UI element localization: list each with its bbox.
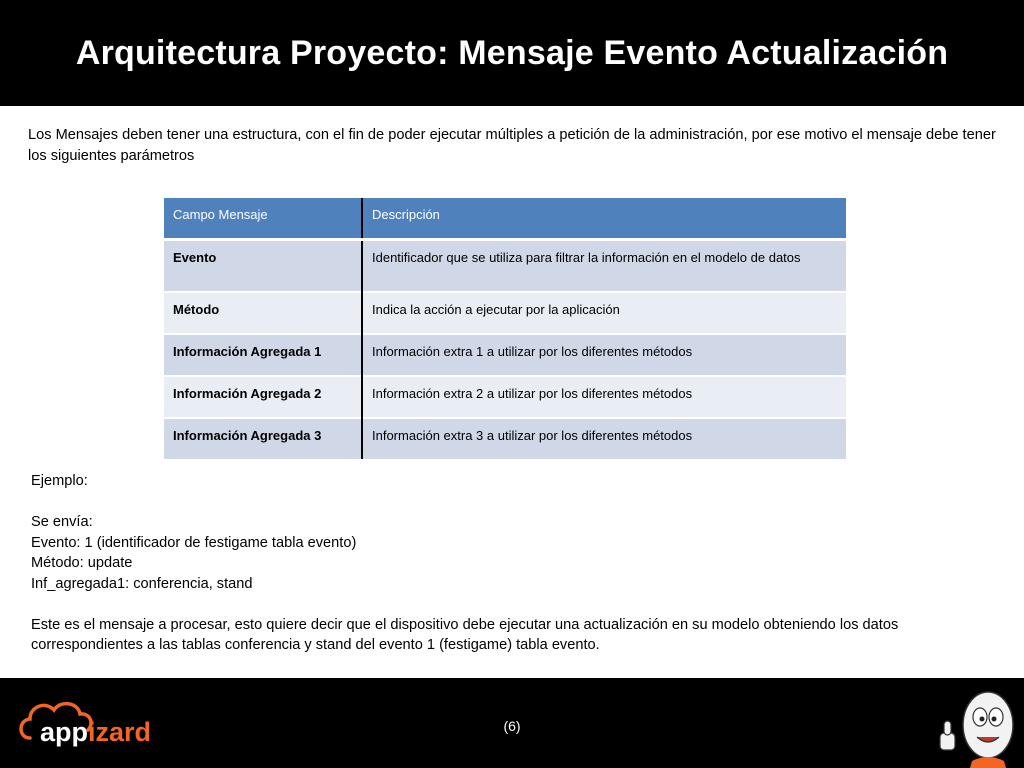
table-row (164, 376, 846, 418)
example-sent-label: Se envía: (31, 514, 93, 530)
intro-paragraph: Los Mensajes deben tener una estructura, con el fin de poder ejecutar múltiples a petición de la administración, por ese motivo el mensaje debe tener los siguientes parámetros (28, 127, 996, 164)
description-cell: Indica la acción a ejecutar por la aplicación (362, 292, 846, 334)
description-cell: Identificador que se utiliza para filtrar la información en el modelo de datos (362, 240, 846, 293)
slide-title: Arquitectura Proyecto: Mensaje Evento Actualización (75, 34, 949, 72)
field-cell: Información Agregada 3 (164, 418, 362, 459)
table-header-row (164, 198, 846, 240)
field-cell: Información Agregada 2 (164, 376, 362, 418)
example-line: Método: update (31, 555, 133, 571)
example-line: Evento: 1 (identificador de festigame tabla evento) (31, 534, 357, 551)
table-row (164, 292, 846, 334)
page-number: (6) (503, 718, 521, 734)
mascot-thumbs-up-icon (930, 685, 1024, 768)
description-cell: Información extra 3 a utilizar por los diferentes métodos (362, 418, 846, 459)
description-cell: Información extra 1 a utilizar por los diferentes métodos (362, 334, 846, 376)
column-header-field: Campo Mensaje (164, 198, 362, 240)
field-cell: Método (164, 292, 362, 334)
example-section (31, 471, 1006, 656)
field-cell: Información Agregada 1 (164, 334, 362, 376)
example-heading: Ejemplo: (31, 473, 88, 489)
example-line: Inf_agregada1: conferencia, stand (31, 575, 253, 592)
svg-text:appizard: appizard (40, 717, 152, 747)
column-header-description: Descripción (362, 198, 846, 240)
table-row (164, 240, 846, 293)
message-fields-table (164, 198, 846, 459)
example-explanation: Este es el mensaje a procesar, esto quiere decir que el dispositivo debe ejecutar una actualización en su modelo obteniendo los datos correspondientes a las tablas conferencia y stand del evento 1 (festigame) tabla evento. (31, 616, 899, 653)
table-row (164, 334, 846, 376)
field-cell: Evento (164, 240, 362, 293)
description-cell: Información extra 2 a utilizar por los diferentes métodos (362, 376, 846, 418)
table-row (164, 418, 846, 459)
